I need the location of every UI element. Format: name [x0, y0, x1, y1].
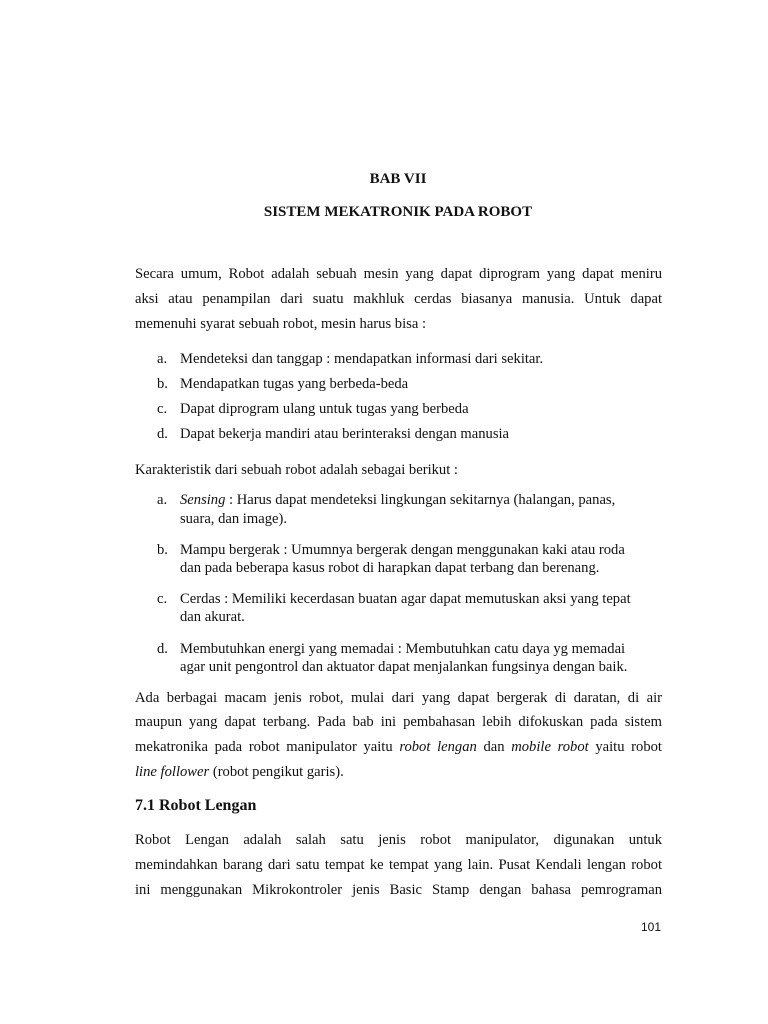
list-item: [157, 351, 543, 368]
list-item-text: Dapat bekerja mandiri atau berinteraksi dengan manusia: [180, 426, 510, 442]
section-line-1: Robot Lengan adalah salah satu jenis robot manipulator, digunakan untuk: [135, 832, 662, 848]
list-item-text: Mendeteksi dan tanggap : mendapatkan informasi dari sekitar.: [180, 351, 544, 367]
list-marker: c.: [157, 401, 168, 417]
robot-types-line-3: [135, 739, 662, 756]
robot-types-line-2: maupun yang dapat terbang. Pada bab ini pembahasan lebih difokuskan pada sistem: [135, 714, 662, 730]
section-heading: 7.1 Robot Lengan: [135, 797, 257, 814]
term-line-follower: line follower: [135, 764, 210, 780]
list-item-text: Cerdas : Memiliki kecerdasan buatan agar dapat memutuskan aksi yang tepat: [180, 591, 631, 607]
list-marker: a.: [157, 351, 168, 367]
list-item: [157, 376, 408, 393]
term-robot-lengan: robot lengan: [399, 739, 477, 755]
intro-line-2: aksi atau penampilan dari suatu makhluk cerdas biasanya manusia. Untuk dapat: [135, 291, 662, 307]
term-sensing: Sensing: [180, 492, 226, 508]
text-span: yaitu robot: [588, 739, 662, 755]
list-marker: b.: [157, 376, 168, 392]
list-item: [157, 426, 509, 443]
text-span: mekatronika pada robot manipulator yaitu: [135, 739, 400, 755]
list-item-text: Membutuhkan energi yang memadai : Membutuhkan catu daya yg memadai: [180, 641, 626, 657]
list-marker: d.: [157, 641, 168, 657]
robot-types-line-1: Ada berbagai macam jenis robot, mulai dari yang dapat bergerak di daratan, di air: [135, 690, 662, 706]
list-item-text: Mendapatkan tugas yang berbeda-beda: [180, 376, 409, 392]
list-marker: a.: [157, 492, 168, 508]
list-item-continuation: suara, dan image).: [180, 511, 287, 527]
characteristics-intro: Karakteristik dari sebuah robot adalah sebagai berikut :: [135, 462, 458, 478]
list-item: [157, 591, 631, 608]
section-line-2: memindahkan barang dari satu tempat ke tempat yang lain. Pusat Kendali lengan robot: [135, 857, 662, 873]
intro-line-1: Secara umum, Robot adalah sebuah mesin yang dapat diprogram yang dapat meniru: [135, 266, 662, 282]
list-item-continuation: agar unit pengontrol dan aktuator dapat menjalankan fungsinya dengan baik.: [180, 659, 628, 675]
term-mobile-robot: mobile robot: [511, 739, 589, 755]
list-item: [157, 401, 469, 418]
text-span: dan: [476, 739, 512, 755]
list-item: [157, 542, 625, 559]
list-marker: b.: [157, 542, 168, 558]
list-marker: d.: [157, 426, 168, 442]
section-line-3: ini menggunakan Mikrokontroler jenis Basic Stamp dengan bahasa pemrograman: [135, 882, 662, 898]
list-item-continuation: dan akurat.: [180, 609, 245, 625]
list-item-text: Mampu bergerak : Umumnya bergerak dengan menggunakan kaki atau roda: [180, 542, 625, 558]
intro-line-3: memenuhi syarat sebuah robot, mesin harus bisa :: [135, 316, 426, 332]
text-span: (robot pengikut garis).: [209, 764, 344, 780]
robot-types-line-4: [135, 764, 662, 781]
list-item-text: Dapat diprogram ulang untuk tugas yang berbeda: [180, 401, 469, 417]
list-item-continuation: dan pada beberapa kasus robot di harapkan dapat terbang dan berenang.: [180, 560, 600, 576]
list-item: [157, 492, 615, 509]
list-item-text: : Harus dapat mendeteksi lingkungan sekitarnya (halangan, panas,: [225, 492, 616, 508]
list-marker: c.: [157, 591, 168, 607]
page-number: 101: [641, 920, 662, 934]
list-item: [157, 641, 625, 658]
chapter-label: BAB VII: [369, 171, 427, 187]
chapter-title: SISTEM MEKATRONIK PADA ROBOT: [263, 204, 533, 220]
